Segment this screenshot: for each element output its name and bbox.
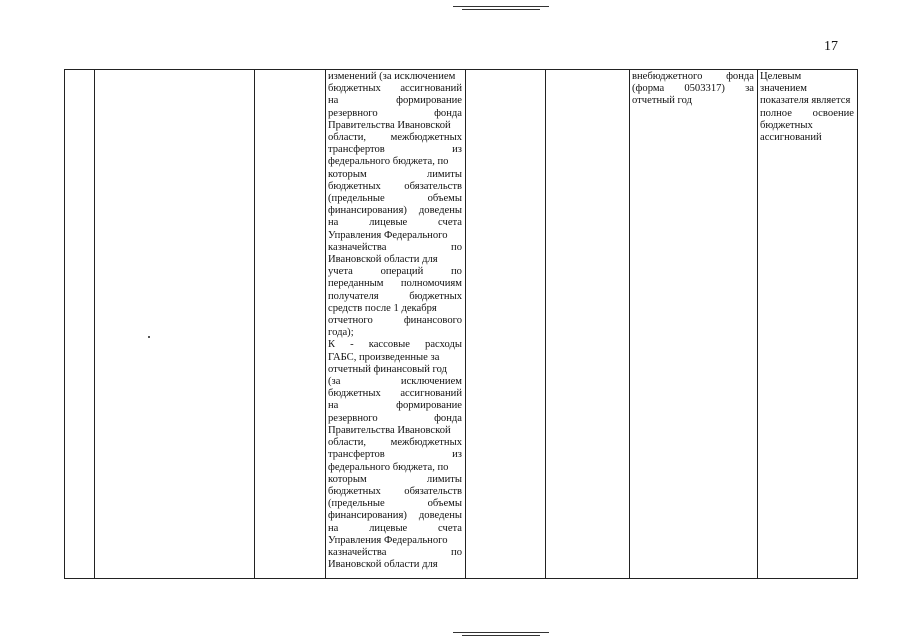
- text-line: изменений (за исключением: [328, 71, 456, 82]
- column-border: [465, 69, 466, 579]
- column-border: [857, 69, 858, 579]
- text-line: [328, 413, 462, 425]
- table-top-border: [64, 69, 858, 70]
- text-word: полномочиям: [400, 278, 462, 290]
- text-word: операций: [380, 266, 424, 278]
- text-word: за: [745, 83, 754, 95]
- column-border: [325, 69, 326, 579]
- text-line: [328, 278, 462, 290]
- text-word: -: [350, 339, 354, 351]
- cell-data-source: [632, 71, 754, 108]
- text-line: [632, 83, 754, 95]
- page-number: 17: [824, 39, 838, 54]
- text-line: [328, 266, 462, 278]
- text-word: бюджетных: [409, 290, 462, 302]
- header-rule-short: [462, 9, 540, 10]
- text-word: по: [451, 241, 462, 253]
- text-line: средств после 1 декабря: [328, 302, 437, 314]
- text-word: К: [328, 339, 336, 351]
- text-line: показателя является: [760, 95, 851, 107]
- text-line: [328, 437, 462, 449]
- column-border: [94, 69, 95, 579]
- column-border: [545, 69, 546, 579]
- table-bottom-border: [64, 578, 858, 579]
- text-word: межбюджетных: [390, 132, 462, 144]
- footer-rule-short: [462, 635, 540, 636]
- text-word: ассигнований: [400, 388, 462, 400]
- column-border: [757, 69, 758, 579]
- text-word: 0503317): [684, 83, 725, 95]
- text-word: трансфертов: [328, 144, 385, 156]
- text-word: лимиты: [426, 168, 462, 180]
- text-word: лимиты: [426, 473, 462, 485]
- text-word: объемы: [427, 498, 462, 510]
- text-line: [328, 291, 462, 303]
- text-word: (за: [328, 376, 341, 388]
- text-word: бюджетных: [328, 180, 381, 192]
- text-word: казначейства: [328, 546, 387, 558]
- text-word: на: [328, 95, 339, 107]
- text-line: [328, 388, 462, 400]
- text-line: [632, 71, 754, 83]
- text-word: формирование: [396, 400, 462, 412]
- text-word: по: [451, 546, 462, 558]
- text-word: (предельные: [328, 498, 385, 510]
- text-word: доведены: [418, 205, 462, 217]
- text-word: бюджетных: [328, 485, 381, 497]
- text-word: получателя: [328, 290, 379, 302]
- text-line: [328, 376, 462, 388]
- text-line: значением: [760, 83, 807, 95]
- text-line: [328, 193, 462, 205]
- cell-calculation-method: [328, 71, 462, 571]
- text-word: фонда: [726, 71, 754, 82]
- text-word: из: [452, 144, 462, 156]
- text-word: кассовые: [368, 339, 410, 351]
- text-word: внебюджетного: [632, 71, 703, 82]
- text-word: фонда: [434, 107, 462, 119]
- text-word: объемы: [427, 193, 462, 205]
- text-line: федерального бюджета, по: [328, 461, 449, 473]
- text-word: полное: [760, 107, 792, 119]
- text-word: финансового: [403, 315, 462, 327]
- text-word: ассигнований: [400, 83, 462, 95]
- text-word: бюджетных: [328, 83, 381, 95]
- text-word: формирование: [396, 95, 462, 107]
- text-line: [328, 474, 462, 486]
- text-line: ГАБС, произведенные за: [328, 351, 440, 363]
- text-word: межбюджетных: [390, 437, 462, 449]
- text-line: Управления Федерального: [328, 534, 448, 546]
- text-word: переданным: [328, 278, 384, 290]
- text-line: [328, 486, 462, 498]
- text-line: [328, 205, 462, 217]
- text-word: (форма: [632, 83, 665, 95]
- text-line: [328, 400, 462, 412]
- text-line: [328, 547, 462, 559]
- text-line: [328, 169, 462, 181]
- text-line: [328, 510, 462, 522]
- text-word: освоение: [812, 107, 854, 119]
- text-line: [328, 315, 462, 327]
- text-line: [328, 144, 462, 156]
- text-line: [328, 523, 462, 535]
- column-border: [64, 69, 65, 579]
- text-line: [328, 242, 462, 254]
- text-word: бюджетных: [328, 388, 381, 400]
- cell-target-value: [760, 71, 854, 144]
- text-word: счета: [438, 217, 462, 229]
- text-word: исключением: [400, 376, 462, 388]
- text-word: области,: [328, 437, 367, 449]
- text-line: Целевым: [760, 71, 802, 82]
- text-word: трансфертов: [328, 449, 385, 461]
- text-word: из: [452, 449, 462, 461]
- text-line: Ивановской области для: [328, 254, 438, 266]
- text-word: финансирования): [328, 510, 407, 522]
- text-word: на: [328, 522, 339, 534]
- header-rule: [453, 6, 549, 7]
- text-line: [328, 132, 462, 144]
- text-word: расходы: [425, 339, 462, 351]
- text-line: Правительства Ивановской: [328, 424, 451, 436]
- text-line: Правительства Ивановской: [328, 119, 451, 131]
- text-word: резервного: [328, 412, 378, 424]
- text-line: федерального бюджета, по: [328, 156, 449, 168]
- footer-rule: [453, 632, 549, 633]
- text-word: учета: [328, 266, 353, 278]
- text-line: [328, 181, 462, 193]
- text-word: обязательств: [404, 180, 462, 192]
- text-word: на: [328, 400, 339, 412]
- text-word: резервного: [328, 107, 378, 119]
- text-word: лицевые: [369, 217, 408, 229]
- text-word: (предельные: [328, 193, 385, 205]
- text-line: [760, 108, 854, 120]
- text-line: [328, 83, 462, 95]
- text-line: года);: [328, 327, 354, 339]
- text-line: [328, 449, 462, 461]
- text-line: [328, 498, 462, 510]
- text-word: которым: [328, 168, 367, 180]
- text-line: [328, 339, 462, 351]
- text-word: счета: [438, 522, 462, 534]
- text-line: [328, 217, 462, 229]
- text-word: на: [328, 217, 339, 229]
- text-line: Управления Федерального: [328, 229, 448, 241]
- column-border: [254, 69, 255, 579]
- text-word: по: [451, 266, 462, 278]
- column-border: [629, 69, 630, 579]
- text-line: ассигнований: [760, 132, 822, 144]
- text-word: фонда: [434, 412, 462, 424]
- scan-dot: [148, 336, 150, 338]
- text-word: казначейства: [328, 241, 387, 253]
- text-line: бюджетных: [760, 119, 813, 131]
- text-word: области,: [328, 132, 367, 144]
- text-line: [328, 108, 462, 120]
- text-word: лицевые: [369, 522, 408, 534]
- text-line: отчетный финансовый год: [328, 363, 448, 375]
- text-word: финансирования): [328, 205, 407, 217]
- text-line: отчетный год: [632, 95, 693, 107]
- text-line: [328, 95, 462, 107]
- text-word: обязательств: [404, 485, 462, 497]
- text-word: отчетного: [328, 315, 373, 327]
- text-line: Ивановской области для: [328, 559, 438, 571]
- text-word: доведены: [418, 510, 462, 522]
- text-word: которым: [328, 473, 367, 485]
